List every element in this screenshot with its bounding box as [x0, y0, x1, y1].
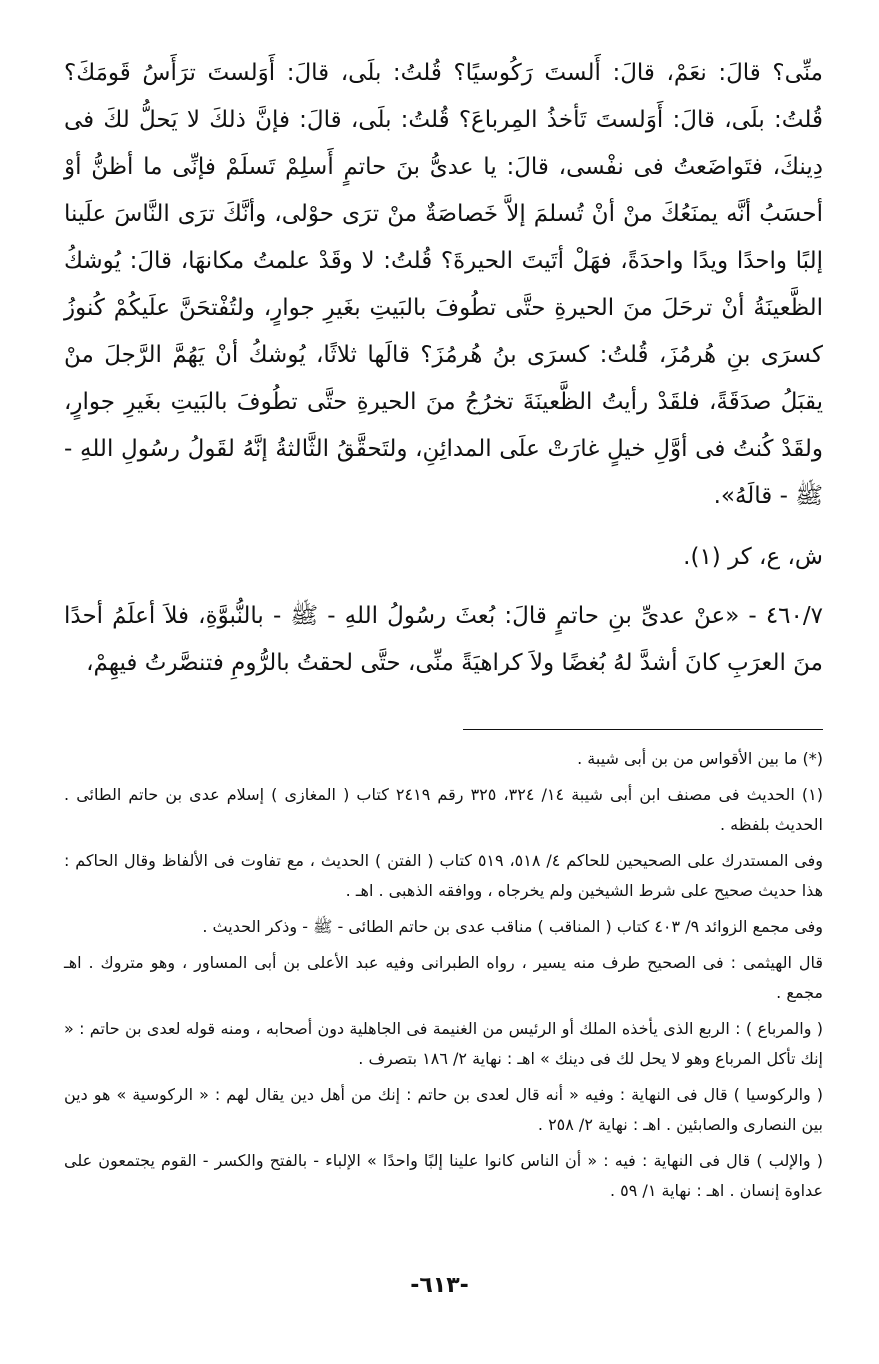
page-number: -٦١٣-: [410, 1273, 469, 1298]
footnote-separator: [463, 729, 823, 730]
source-reference: ش، ع، كر (١).: [683, 544, 823, 570]
hadith-460-text: ٤٦٠/٧ - «عنْ عدىِّ بنِ حاتمٍ قالَ: بُعثَ رسُولُ اللهِ - ﷺ - بالنُّبوَّةِ، فلاَ أعلَمُ أحدًا منَ العرَبِ كانَ أشدَّ لهُ بُغضًا ولاَ كراهيَةً منِّى، حتَّى لحقتُ بالرُّومِ فتنصَّرتُ فيهِمْ،: [64, 603, 823, 676]
footnote-1: (١) الحديث فى مصنف ابن أبى شيبة ١٤/ ٣٢٤، ٣٢٥ رقم ٢٤١٩ كتاب ( المغازى ) إسلام عدى بن حاتم الطائى . الحديث بلفظه .: [64, 785, 823, 834]
footnote-mirba: ( والمرباع ) : الربع الذى يأخذه الملك أو الرئيس من الغنيمة فى الجاهلية دون أصحابه ، ومنه قوله لعدى بن حاتم : « إنك تأكل المرباع وهو لا يحل لك فى دينك » اهـ : نهاية ٢/ ١٨٦ بتصرف .: [64, 1019, 823, 1068]
footnote-majma: وفى مجمع الزوائد ٩/ ٤٠٣ كتاب ( المناقب ) مناقب عدى بن حاتم الطائى - ﷺ - وذكر الحديث .: [202, 917, 823, 936]
footnote-mustadrak: وفى المستدرك على الصحيحين للحاكم ٤/ ٥١٨، ٥١٩ كتاب ( الفتن ) الحديث ، مع تفاوت فى الألفاظ وقال الحاكم : هذا حديث صحيح على شرط الشيخين ولم يخرجاه ، ووافقه الذهبى . اهـ .: [64, 851, 824, 900]
book-page: [64, 50, 823, 1364]
footnote-star: (*) ما بين الأقواس من بن أبى شيبة .: [577, 749, 823, 768]
footnote-rakusiya: ( والركوسيا ) قال فى النهاية : وفيه « أنه قال لعدى بن حاتم : إنك من أهل دين يقال لهم : « الركوسية » هو دين بين النصارى والصابئين . اهـ : نهاية ٢/ ٢٥٨ .: [64, 1085, 823, 1134]
footnote-ilb: ( والإلب ) قال فى النهاية : فيه : « أن الناس كانوا علينا إلبًا واحدًا » الإلباء - بالفتح والكسر - القوم يجتمعون على عداوة إنسان . اهـ : نهاية ١/ ٥٩ .: [64, 1151, 823, 1200]
main-paragraph: منِّى؟ قالَ: نعَمْ، قالَ: أَلستَ رَكُوسيًا؟ قُلتُ: بلَى، قالَ: أَوَلستَ ترَأَسُ قَومَكَ؟ قُلتُ: بلَى، قالَ: أَوَلستَ تَأخذُ المِرباعَ؟ قُلتُ: بلَى، قالَ: فإنَّ ذلكَ لا يَحلُّ لكَ فى دِينكَ، فتَواضَعتُ فى نفْسى، قالَ: يا عدىُّ بنَ حاتمٍ أَسلِمْ تَسلَمْ فإنِّى ما أظنُّ أوْ أحسَبُ أنَّه يمنَعُكَ منْ أنْ تُسلمَ إلاَّ خَصاصَةٌ منْ ترَى حوْلى، وأنَّكَ ترَى النَّاسَ علَينا إلبًا واحدًا ويدًا واحدَةً، فهَلْ أتَيتَ الحيرةَ؟ قُلتُ: لا وقَدْ علمتُ مكانهَا، قالَ: يُوشكُ الظَّعينَةُ أنْ ترحَلَ منَ الحيرةِ حتَّى تطُوفَ بالبَيتِ بغَيرِ جوارٍ، ولتُفْتحَنَّ علَيكُمْ كُنوزُ كسرَى بنِ هُرمُزَ، قُلتُ: كسرَى بنُ هُرمُزَ؟ قالَها ثلاثًا، يُوشكُ أنْ يَهُمَّ الرَّجلَ منْ يقبَلُ صدَقَةً، فلقَدْ رأيتُ الظَّعينَةَ تخرُجُ منَ الحيرةِ حتَّى تطُوفَ بالبَيتِ بغَيرِ جوارٍ، ولقَدْ كُنتُ فى أوَّلِ خيلٍ غارَتْ علَى المدائِنِ، ولتَحقَّقُ الثَّالثةُ إنَّهُ لقَولُ رسُولِ اللهِ - ﷺ - قالَهُ».: [64, 60, 823, 509]
footnote-haythami: قال الهيثمى : فى الصحيح طرف منه يسير ، رواه الطبرانى وفيه عبد الأعلى بن أبى المساور ، وهو متروك . اهـ مجمع .: [64, 953, 823, 1002]
footnotes-section: [64, 744, 823, 1206]
